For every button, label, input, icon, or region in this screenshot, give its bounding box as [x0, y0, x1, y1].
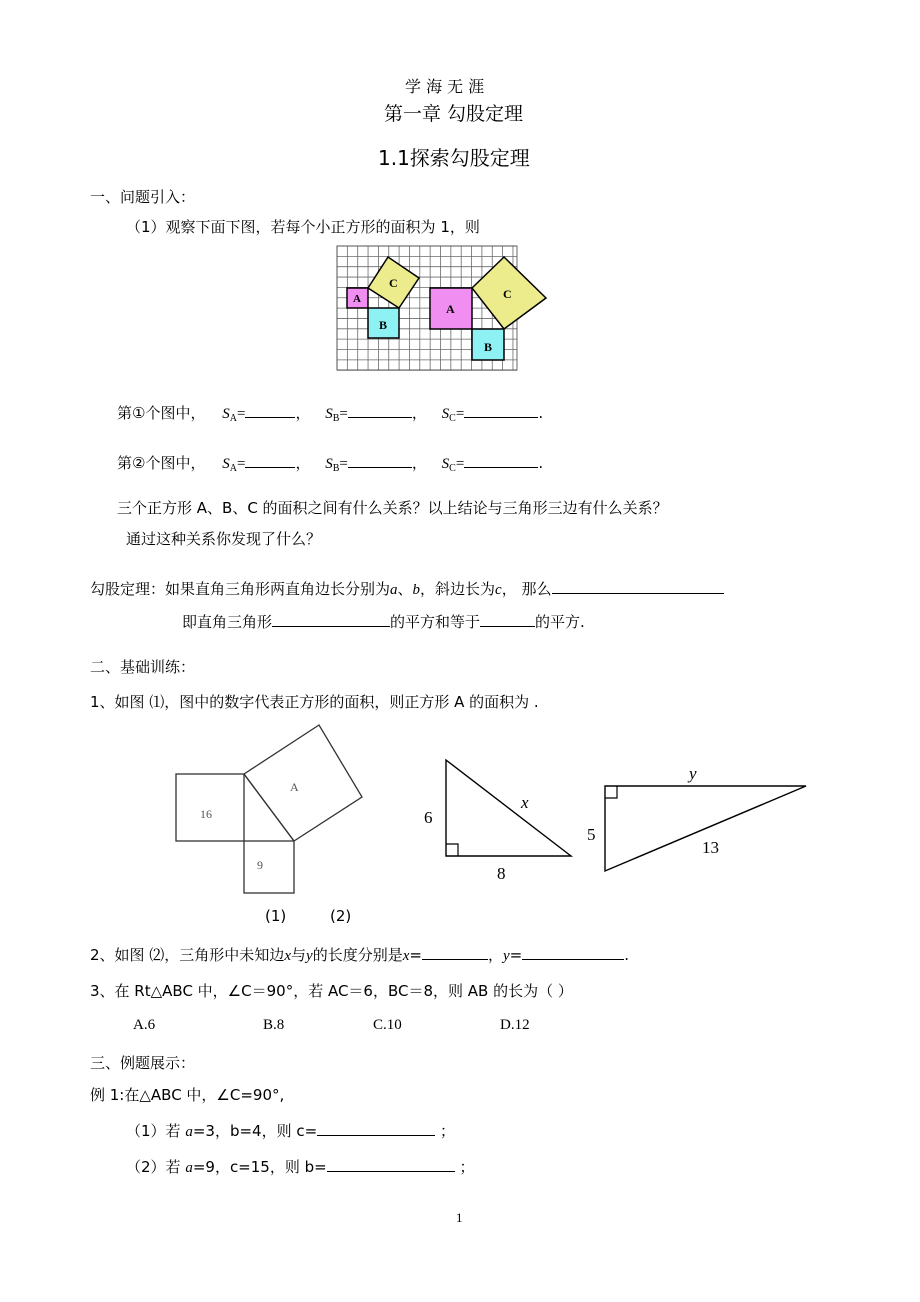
label-c-1: C	[389, 276, 398, 290]
sb-symbol: $S_B$	[325, 406, 340, 424]
part2-q1: 1、如图 ⑴，图中的数字代表正方形的面积，则正方形 A 的面积为 .	[90, 693, 539, 711]
part3-heading: 三、例题展示：	[90, 1054, 196, 1072]
square-a	[244, 725, 362, 841]
b-answer-blank[interactable]	[327, 1156, 455, 1172]
sa-blank-1[interactable]	[245, 402, 295, 418]
sa-blank-2[interactable]	[245, 452, 295, 468]
caption-1: (1)	[265, 907, 287, 925]
sb-symbol: $S_B$	[325, 456, 340, 474]
figure-2-triangle	[416, 755, 606, 883]
sb-blank-1[interactable]	[348, 402, 412, 418]
example-1-sub-2: （2）若 a=9，c=15，则 b= ；	[126, 1158, 475, 1176]
square-9	[244, 841, 294, 893]
label-5: 5	[587, 825, 596, 844]
sa-symbol: $S_A$	[222, 406, 237, 424]
sc-symbol: $S_C$	[441, 456, 456, 474]
label-16: 16	[200, 807, 212, 821]
option-d[interactable]: D.12	[500, 1017, 530, 1033]
part2-q3: 3、在 Rt△ABC 中，∠C＝90°，若 AC＝6，BC＝8，则 AB 的长为（ ）	[90, 982, 573, 1000]
sa-symbol: $S_A$	[222, 456, 237, 474]
c-answer-blank[interactable]	[317, 1120, 435, 1136]
label-8: 8	[497, 864, 506, 883]
theorem-blank-2[interactable]	[272, 611, 390, 627]
y-answer-blank[interactable]	[522, 944, 624, 960]
label-9: 9	[257, 858, 263, 872]
sc-symbol: $S_C$	[441, 406, 456, 424]
part1-q1: （1）观察下面下图，若每个小正方形的面积为 1，则	[126, 218, 480, 236]
label-c-2: C	[503, 287, 512, 301]
x-answer-blank[interactable]	[422, 944, 488, 960]
label-a-2: A	[446, 302, 455, 316]
theorem-blank-1[interactable]	[552, 578, 724, 594]
part2-heading: 二、基础训练：	[90, 658, 196, 676]
sc-blank-2[interactable]	[464, 452, 538, 468]
theorem-blank-3[interactable]	[480, 611, 535, 627]
sc-blank-1[interactable]	[464, 402, 538, 418]
example-1-sub-1: （1）若 a=3，b=4，则 c= ；	[126, 1122, 455, 1140]
option-b[interactable]: B.8	[263, 1017, 285, 1033]
theorem-line-2: 即直角三角形 的平方和等于 的平方.	[182, 613, 585, 631]
label-6: 6	[424, 808, 433, 827]
example-1: 例 1:在△ABC 中，∠C=90°,	[90, 1086, 285, 1104]
label-13: 13	[702, 838, 719, 857]
label-b-2: B	[484, 340, 493, 354]
row2-prefix: 第②个图中，	[117, 454, 206, 472]
label-b-1: B	[379, 318, 388, 332]
section-title: 1.1探索勾股定理	[378, 146, 530, 170]
question-line-2: 通过这种关系你发现了什么？	[126, 530, 322, 548]
theorem-line-1: 勾股定理：如果直角三角形两直角边长分别为a、b，斜边长为c， 那么	[90, 578, 724, 599]
grid-figure	[336, 245, 518, 371]
label-y: y	[689, 764, 697, 783]
question-line-1: 三个正方形 A、B、C 的面积之间有什么关系？以上结论与三角形三边有什么关系？	[117, 499, 668, 517]
caption-2: (2)	[330, 907, 352, 925]
label-x: x	[521, 793, 529, 812]
figure-1-squares	[174, 723, 374, 895]
area-row-1: 第①个图中， $S_A=$ ， $S_B=$ ， $S_C=$ .	[117, 404, 544, 424]
chapter-title: 第一章 勾股定理	[384, 103, 524, 125]
option-c[interactable]: C.10	[373, 1017, 402, 1033]
figure-3-triangle	[584, 764, 814, 874]
sb-blank-2[interactable]	[348, 452, 412, 468]
part1-heading: 一、问题引入：	[90, 188, 196, 206]
option-a[interactable]: A.6	[133, 1017, 156, 1033]
part2-q2: 2、如图 ⑵，三角形中未知边x与y的长度分别是x= ，y= .	[90, 946, 629, 964]
area-row-2: 第②个图中， $S_A=$ ， $S_B=$ ， $S_C=$ .	[117, 454, 544, 474]
row1-prefix: 第①个图中，	[117, 404, 206, 422]
page-number: 1	[456, 1210, 463, 1225]
motto: 学 海 无 涯	[405, 77, 485, 96]
label-a-1: A	[353, 293, 361, 305]
label-a: A	[290, 780, 299, 794]
